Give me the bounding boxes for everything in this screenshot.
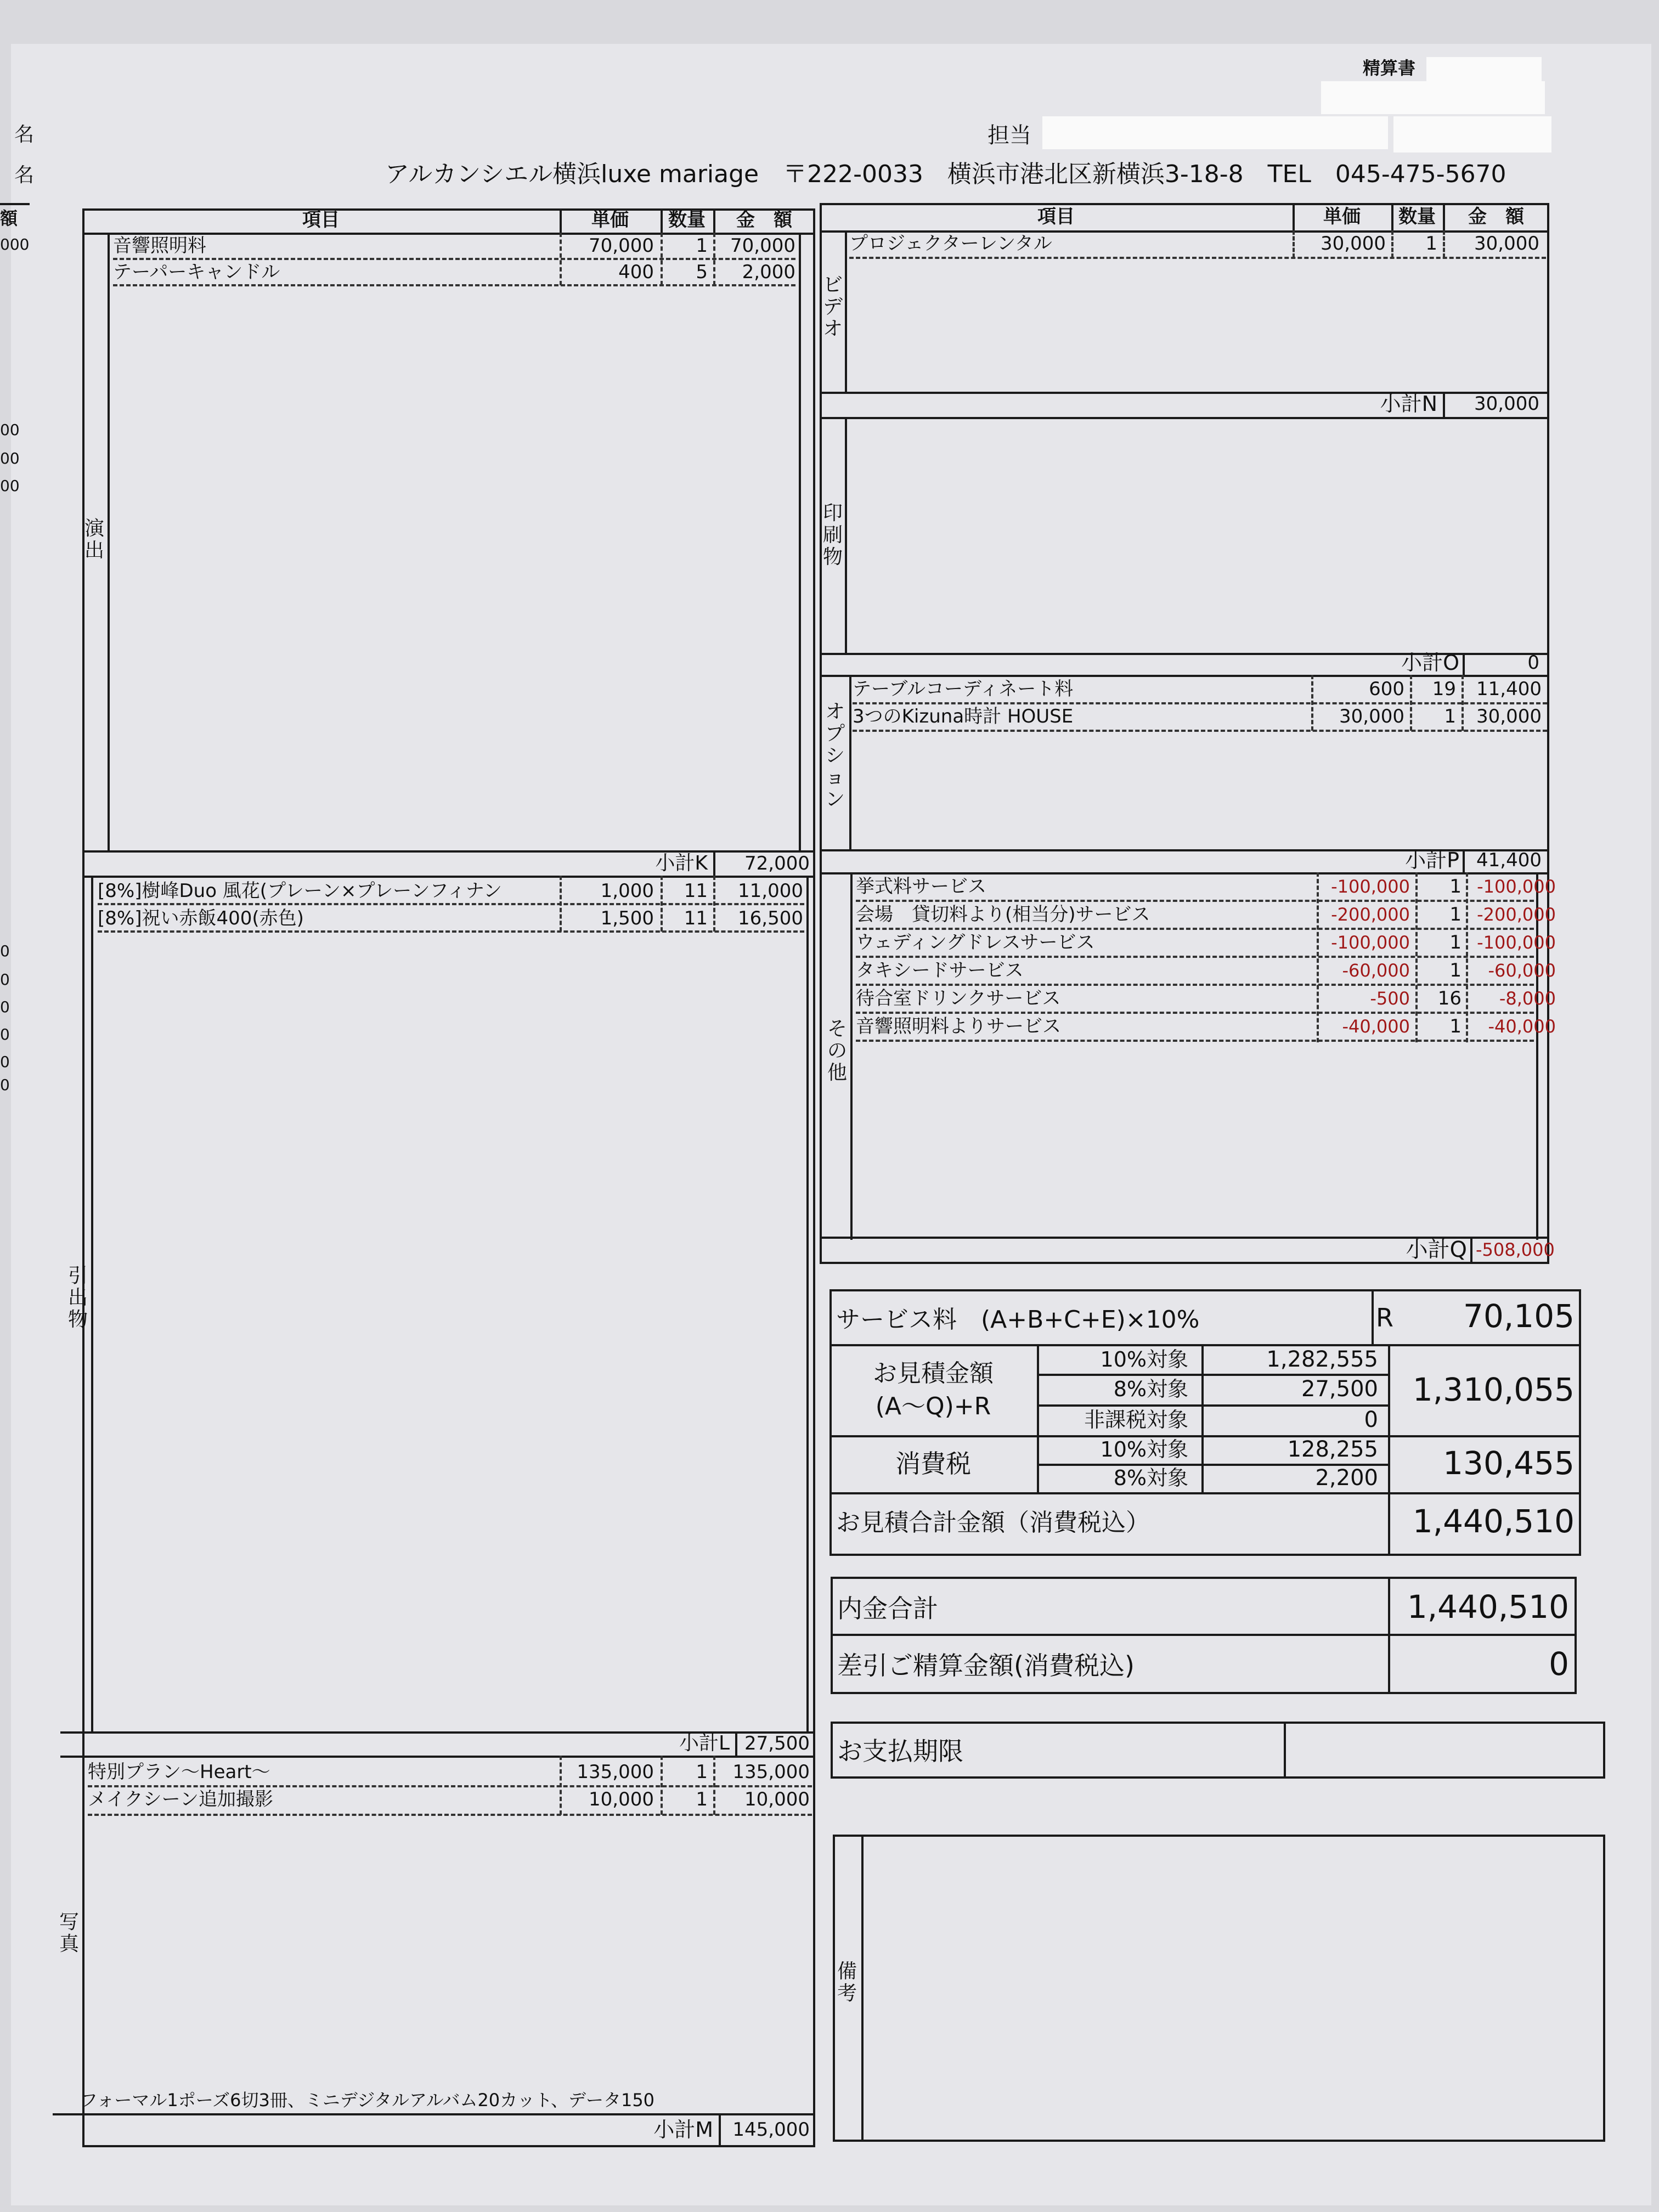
item-name: 特別プラン～Heart～ [88, 1761, 270, 1783]
payment-due-label: お支払期限 [837, 1736, 963, 1766]
unit-price: -500 [1370, 988, 1410, 1009]
qty: 1 [1449, 960, 1462, 981]
section-label-gifts: 引 出 物 [67, 1265, 88, 1331]
qty: 19 [1432, 678, 1456, 700]
subtotal-label: 小計M [653, 2118, 713, 2142]
qty: 1 [696, 1761, 708, 1783]
section-label-divider [845, 230, 847, 392]
amount: 11,400 [1476, 678, 1542, 700]
item-name: プロジェクターレンタル [849, 233, 1052, 255]
edge-line [0, 203, 30, 205]
item-name: [8%]樹峰Duo 風花(プレーン×プレーンフィナン [98, 880, 503, 902]
col-divider [1470, 1237, 1472, 1264]
grand-total-value: 1,440,510 [1412, 1503, 1575, 1540]
amount: 16,500 [738, 907, 803, 929]
tax10-value: 128,255 [1287, 1437, 1378, 1462]
amount: 70,000 [730, 235, 795, 257]
edge-value: 00 [0, 477, 20, 495]
amount: 30,000 [1474, 233, 1539, 255]
unit-price: -100,000 [1331, 876, 1410, 897]
qty: 16 [1437, 988, 1462, 1009]
subtotal-label: 小計K [655, 852, 708, 874]
col-header-qty: 数量 [668, 209, 706, 231]
section-label-printing: 印 刷 物 [822, 502, 843, 568]
item-name: [8%]祝い赤飯400(赤色) [98, 907, 304, 929]
amount: -40,000 [1488, 1016, 1556, 1037]
edge-value: 0 [0, 942, 10, 960]
tax10-target-label: 10%対象 [1100, 1347, 1188, 1372]
edge-value: 0 [0, 1053, 10, 1071]
section-label-divider [849, 675, 851, 849]
col-dash [1317, 872, 1319, 1042]
redacted-block [1042, 116, 1388, 149]
section-label-divider [850, 872, 853, 1240]
service-fee-value: 70,105 [1463, 1297, 1575, 1335]
amount: -100,000 [1477, 932, 1556, 953]
col-header-unit-price: 単価 [591, 209, 629, 231]
col-dash [1311, 675, 1313, 731]
qty: 1 [696, 235, 708, 257]
unit-price: -100,000 [1331, 932, 1410, 953]
right-item-table [820, 203, 1555, 1264]
unit-price: 600 [1369, 678, 1404, 700]
remarks-box [833, 1835, 1605, 2142]
deposit-total-value: 1,440,510 [1407, 1588, 1569, 1626]
edge-value: 0 [0, 1025, 10, 1043]
row-divider [853, 730, 1547, 732]
subtotal-value: -508,000 [1476, 1239, 1555, 1260]
nontax-target-value: 0 [1364, 1407, 1378, 1432]
section-label-divider [91, 876, 93, 1731]
unit-price: 30,000 [1339, 706, 1404, 727]
subtotal-value: 145,000 [732, 2119, 810, 2141]
edge-value: 00 [0, 421, 20, 439]
qty: 1 [1425, 233, 1437, 255]
amount: 11,000 [738, 880, 803, 902]
col-dash [1462, 675, 1464, 731]
qty: 11 [684, 907, 708, 929]
subtotal-value: 30,000 [1474, 393, 1539, 415]
estimate-total: 1,310,055 [1412, 1371, 1575, 1408]
item-name: 会場 貸切料より(相当分)サービス [856, 904, 1150, 926]
unit-price: 70,000 [589, 235, 654, 257]
col-dash [661, 1756, 663, 1815]
col-divider [713, 850, 715, 876]
name-label: 名 [14, 164, 35, 187]
qty: 1 [1449, 1015, 1462, 1037]
section-inner-border [1536, 872, 1538, 1240]
col-dash [560, 233, 562, 285]
amount: 30,000 [1476, 706, 1542, 727]
subtotal-divider [82, 876, 815, 878]
row-divider [88, 1814, 812, 1816]
row-divider [113, 284, 795, 286]
col-dash [1466, 872, 1468, 1042]
remarks-label-divider [861, 1835, 864, 2142]
estimate-label: お見積金額 [873, 1359, 994, 1387]
amount: 10,000 [744, 1788, 810, 1810]
col-header-amount: 金 額 [736, 209, 792, 231]
deposit-total-label: 内金合計 [837, 1594, 938, 1623]
col-dash [661, 233, 663, 285]
consumption-tax-total: 130,455 [1443, 1444, 1575, 1482]
col-divider [1463, 849, 1465, 872]
subtotal-value: 27,500 [744, 1733, 810, 1754]
row-divider [856, 1040, 1534, 1042]
col-dash [713, 876, 715, 932]
subtotal-divider [820, 392, 1549, 394]
subtotal-label: 小計O [1401, 651, 1459, 675]
unit-price: 1,500 [600, 907, 654, 929]
section-label-video: ビ デ オ [822, 274, 843, 340]
unit-price: 1,000 [600, 880, 654, 902]
col-header-item: 項目 [302, 209, 340, 231]
unit-price: 400 [618, 261, 654, 283]
col-header-qty: 数量 [1398, 206, 1436, 228]
col-dash [560, 1756, 562, 1815]
name-label: 名 [14, 123, 35, 146]
subtotal-value: 0 [1527, 652, 1539, 674]
col-dash [560, 876, 562, 932]
item-name: ウェディングドレスサービス [856, 932, 1095, 953]
amount: -200,000 [1477, 904, 1556, 925]
company-address-line: アルカンシエル横浜luxe mariage 〒222-0033 横浜市港北区新横浜3-18-8 TEL 045-475-5670 [385, 160, 1506, 188]
balance-label: 差引ご精算金額(消費税込) [837, 1651, 1135, 1680]
unit-price: 10,000 [589, 1788, 654, 1810]
service-fee-label: サービス料 (A+B+C+E)×10% [836, 1306, 1200, 1334]
col-dash [713, 233, 715, 285]
section-label-staging: 演 出 [84, 517, 104, 562]
col-dash [1293, 230, 1295, 258]
row-divider [98, 903, 804, 905]
edge-header: 額 [0, 208, 18, 229]
edge-value: 0 [0, 998, 10, 1016]
subtotal-value: 72,000 [744, 853, 810, 874]
tax10-target-value: 1,282,555 [1266, 1347, 1378, 1372]
photo-plan-note: フォーマル1ポーズ6切3冊、ミニデジタルアルバム20カット、データ150 [80, 2090, 655, 2111]
summary-divider [830, 1344, 1581, 1346]
row-divider [98, 930, 804, 933]
subtotal-divider [60, 1756, 815, 1758]
amount: -8,000 [1499, 988, 1556, 1009]
tax10-label: 10%対象 [1100, 1437, 1188, 1462]
summary-divider [830, 1492, 1581, 1494]
col-divider [735, 1731, 737, 1756]
col-dash [713, 1756, 715, 1815]
section-label-divider [845, 417, 847, 653]
tax8-label: 8%対象 [1113, 1466, 1188, 1490]
row-divider [856, 984, 1534, 986]
summary-col [1372, 1289, 1374, 1344]
qty: 1 [1449, 876, 1462, 898]
amount: 135,000 [732, 1761, 810, 1783]
document-title: 精算書 [1363, 58, 1416, 78]
unit-price: -40,000 [1342, 1016, 1410, 1037]
left-item-table [82, 208, 815, 2147]
redacted-block [1393, 116, 1551, 153]
service-fee-mark: R [1376, 1303, 1393, 1333]
amount: 2,000 [742, 261, 795, 283]
edge-value: 0 [0, 1076, 10, 1094]
row-divider [113, 258, 795, 260]
row-divider [88, 1785, 812, 1787]
subtotal-label: 小計N [1380, 392, 1437, 416]
nontax-target-label: 非課税対象 [1084, 1408, 1188, 1432]
item-name: 待合室ドリンクサービス [856, 988, 1061, 1009]
subtotal-label: 小計Q [1406, 1237, 1467, 1262]
balance-value: 0 [1549, 1645, 1569, 1683]
row-divider [856, 928, 1534, 930]
tax8-target-label: 8%対象 [1113, 1377, 1188, 1401]
redacted-block [1321, 81, 1545, 114]
section-inner-border [806, 876, 809, 1731]
item-name: テーパーキャンドル [113, 261, 280, 283]
deposit-divider [831, 1634, 1577, 1636]
section-label-other: そ の 他 [827, 1018, 847, 1084]
edge-value: 00 [0, 449, 20, 467]
item-name: 音響照明料よりサービス [856, 1015, 1061, 1037]
col-dash [661, 876, 663, 932]
col-dash [1391, 230, 1393, 258]
col-dash [1415, 872, 1418, 1042]
unit-price: 30,000 [1321, 233, 1386, 255]
qty: 1 [1449, 904, 1462, 926]
col-header-item: 項目 [1037, 206, 1075, 228]
item-name: 3つのKizuna時計 HOUSE [853, 706, 1074, 727]
row-divider [856, 956, 1534, 958]
subtotal-label: 小計L [679, 1732, 730, 1754]
section-inner-border [799, 233, 801, 850]
subtotal-divider [820, 675, 1549, 677]
qty: 1 [696, 1788, 708, 1810]
item-name: メイクシーン追加撮影 [88, 1788, 273, 1810]
item-name: タキシードサービス [856, 960, 1024, 981]
unit-price: -60,000 [1342, 960, 1410, 981]
subtotal-divider [820, 872, 1549, 874]
qty: 1 [1444, 706, 1456, 727]
summary-subrow [1037, 1404, 1388, 1407]
redacted-block [1426, 57, 1542, 83]
tax8-target-value: 27,500 [1301, 1376, 1378, 1402]
row-divider [849, 257, 1546, 259]
summary-subrow [1037, 1374, 1388, 1376]
subtotal-value: 41,400 [1476, 849, 1542, 871]
tax8-value: 2,200 [1315, 1465, 1378, 1491]
section-label-options: オ プ シ ョ ン [825, 701, 845, 811]
edge-value: 0 [0, 970, 10, 989]
edge-value: 000 [0, 235, 30, 253]
row-divider [856, 900, 1534, 902]
item-name: テーブルコーディネート料 [853, 678, 1074, 700]
col-dash [1443, 230, 1445, 258]
col-header-amount: 金 額 [1468, 206, 1524, 228]
col-dash [1410, 675, 1412, 731]
estimate-label-formula: (A～Q)+R [875, 1392, 991, 1420]
qty: 1 [1449, 932, 1462, 953]
amount: -60,000 [1488, 960, 1556, 981]
qty: 11 [684, 880, 708, 902]
col-divider [1443, 392, 1445, 417]
row-divider [853, 702, 1547, 704]
subtotal-divider [820, 417, 1549, 419]
section-label-divider [108, 233, 110, 850]
payment-due-col [1284, 1722, 1286, 1779]
item-name: 挙式料サービス [856, 876, 986, 898]
staff-label: 担当 [988, 123, 1031, 148]
summary-col [1037, 1344, 1039, 1492]
deposit-col [1388, 1577, 1390, 1694]
col-header-unit-price: 単価 [1323, 206, 1361, 228]
item-name: 音響照明料 [113, 235, 206, 257]
col-divider [719, 2113, 721, 2147]
subtotal-label: 小計P [1405, 848, 1459, 872]
grand-total-label: お見積合計金額（消費税込） [836, 1509, 1150, 1537]
section-label-divider [82, 1756, 84, 2121]
remarks-label: 備 考 [837, 1960, 857, 2005]
summary-col [1388, 1344, 1390, 1556]
qty: 5 [696, 261, 708, 283]
row-divider [856, 1012, 1534, 1014]
summary-col [1201, 1344, 1204, 1492]
col-divider [1463, 653, 1465, 675]
unit-price: -200,000 [1331, 904, 1410, 925]
subtotal-divider [53, 2113, 815, 2115]
summary-divider [830, 1435, 1581, 1437]
amount: -100,000 [1477, 876, 1556, 897]
consumption-tax-label: 消費税 [895, 1449, 971, 1479]
unit-price: 135,000 [577, 1761, 654, 1783]
section-label-photo: 写 真 [59, 1911, 79, 1955]
